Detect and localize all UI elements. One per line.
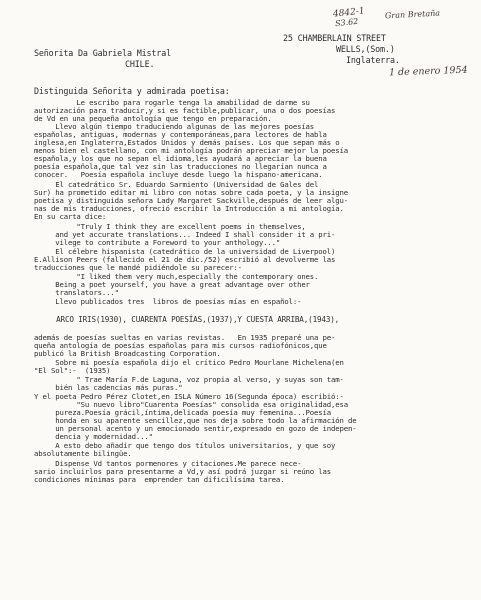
body-line: absolutamente bilingüe. xyxy=(34,449,132,458)
body-line: El célebre hispanista (catedrático de la universidad de Liverpool) xyxy=(34,247,336,256)
body-line: conocer. Poesía española incluye desde luego la hispano-americana. xyxy=(34,170,323,179)
body-line: vilege to contribute a Foreword to your anthology..." xyxy=(34,238,281,247)
archive-number: 4842-1 xyxy=(332,6,366,20)
body-line: poetisa y distinguida señora Lady Margaret Sackville,después de leer algu- xyxy=(34,196,348,205)
body-line: condiciones mínimas para emprender tan dificilísima tarea. xyxy=(34,475,285,484)
body-line: de Vd en una pequeña antología que tengo en preparación. xyxy=(34,114,272,123)
body-line: "Truly I think they are excellent poems in themselves, xyxy=(34,222,306,231)
body-line: and yet accurate translations... Indeed I shall consider it a pri- xyxy=(34,230,336,239)
body-line: Being a poet yourself, you have a great advantage over other xyxy=(34,280,310,289)
body-line: "I liked them very much,especially the contemporary ones. xyxy=(34,272,319,281)
body-line: autorización para traducir,y si es factible,publicar, una o dos poesías xyxy=(34,106,336,115)
body-line: honda en su aparente sencillez,que nos deja sobre todo la afirmación de xyxy=(34,416,357,425)
body-line: "El Sol":- (1935) xyxy=(34,366,111,375)
body-line: Llevo algún tiempo traduciendo algunas de las mejores poesías xyxy=(34,122,315,131)
recipient-name: Señorita Da Gabriela Mistral xyxy=(34,48,171,58)
body-line: inglesa,en Inglaterra,Estados Unidos y demás países. Los que sepan más o xyxy=(34,138,340,147)
body-line: publicó la British Broadcasting Corporation. xyxy=(34,349,221,358)
body-line: El catedrático Sr. Eduardo Sarmiento (Universidad de Gales del xyxy=(34,180,319,189)
body-line: Dispense Vd tantos pormenores y citaciones.Me parece nece- xyxy=(34,459,302,468)
body-line: Le escribo para rogarle tenga la amabilidad de darme su xyxy=(34,98,310,107)
body-line: nas de mis traducciones, ofreció escribir la Introducción a mi antología. xyxy=(34,204,344,213)
body-line: Llevo publicados tres libros de poesías mías en español:- xyxy=(34,297,302,306)
body-line: un personal acento y un emocionado sentir,expresado en gozo de indepen- xyxy=(34,424,357,433)
body-line: translators..." xyxy=(34,288,119,297)
body-line: "Su nuevo libro"Cuarenta Poesías" consolida esa originalidad,esa xyxy=(34,400,348,409)
body-line: queña antología de poesías españolas para mis cursos radiofónicos,que xyxy=(34,341,327,350)
salutation: Distinguida Señorita y admirada poetisa: xyxy=(34,86,230,96)
recipient-country: CHILE. xyxy=(125,59,155,69)
archive-sub-number: S3.62 xyxy=(334,16,359,29)
body-line: E.Allison Peers (fallecido el 21 de dic./52) escribió al devolverme las xyxy=(34,255,336,264)
body-line: pureza.Poesía grácil,íntima,delicada poesía muy femenina...Poesía xyxy=(34,408,332,417)
body-line: Y el poeta Pedro Pérez Clotet,en ISLA Número 16(Segunda época) escribió:- xyxy=(34,392,344,401)
body-line: españolas, antiguas, modernas y contemporáneas,para lectores de habla xyxy=(34,130,327,139)
archive-country-note: Gran Bretaña xyxy=(384,8,441,21)
sender-address-line-3: Inglaterra. xyxy=(346,55,400,65)
body-line: En su carta dice: xyxy=(34,212,107,221)
body-line: menos bien el castellano, con mi antología podrán apreciar mejor la poesía xyxy=(34,146,348,155)
sender-address-line-2: WELLS,(Som.) xyxy=(336,44,395,54)
body-line: española,y los que no sepan el idioma,les ayudará a apreciar la buena xyxy=(34,154,327,163)
body-line: traducciones que le mandé pidiéndole su parecer:- xyxy=(34,263,242,272)
body-line: bién las cadencias más puras." xyxy=(34,383,183,392)
handwritten-date: 1 de enero 1954 xyxy=(388,64,468,79)
body-line: sario incluirlos para presentarme a Vd,y así podrá juzgar si reúno las xyxy=(34,467,332,476)
body-line: Sur) ha prometido editar mi libro con notas sobre cada poeta, y la insigne xyxy=(34,188,348,197)
body-line: A esto debo añadir que tengo dos títulos universitarios, y que soy xyxy=(34,441,336,450)
body-line: además de poesías sueltas en varias revistas. En 1935 preparé una pe- xyxy=(34,333,336,342)
body-line: " Trae María F.de Laguna, voz propia al verso, y suyas son tam- xyxy=(34,375,344,384)
body-line: dencia y modernidad..." xyxy=(34,432,153,441)
body-line: ARCO IRIS(1930), CUARENTA POESÍAS,(1937),Y CUESTA ARRIBA,(1943), xyxy=(34,315,340,324)
body-line: Sobre mi poesía española dijo el crítico Pedro Mourlane Michelena(en xyxy=(34,358,344,367)
sender-address-line-1: 25 CHAMBERLAIN STREET xyxy=(283,33,386,43)
body-line: poesía española,que tal vez sin las traducciones no llegarían nunca a xyxy=(34,162,327,171)
